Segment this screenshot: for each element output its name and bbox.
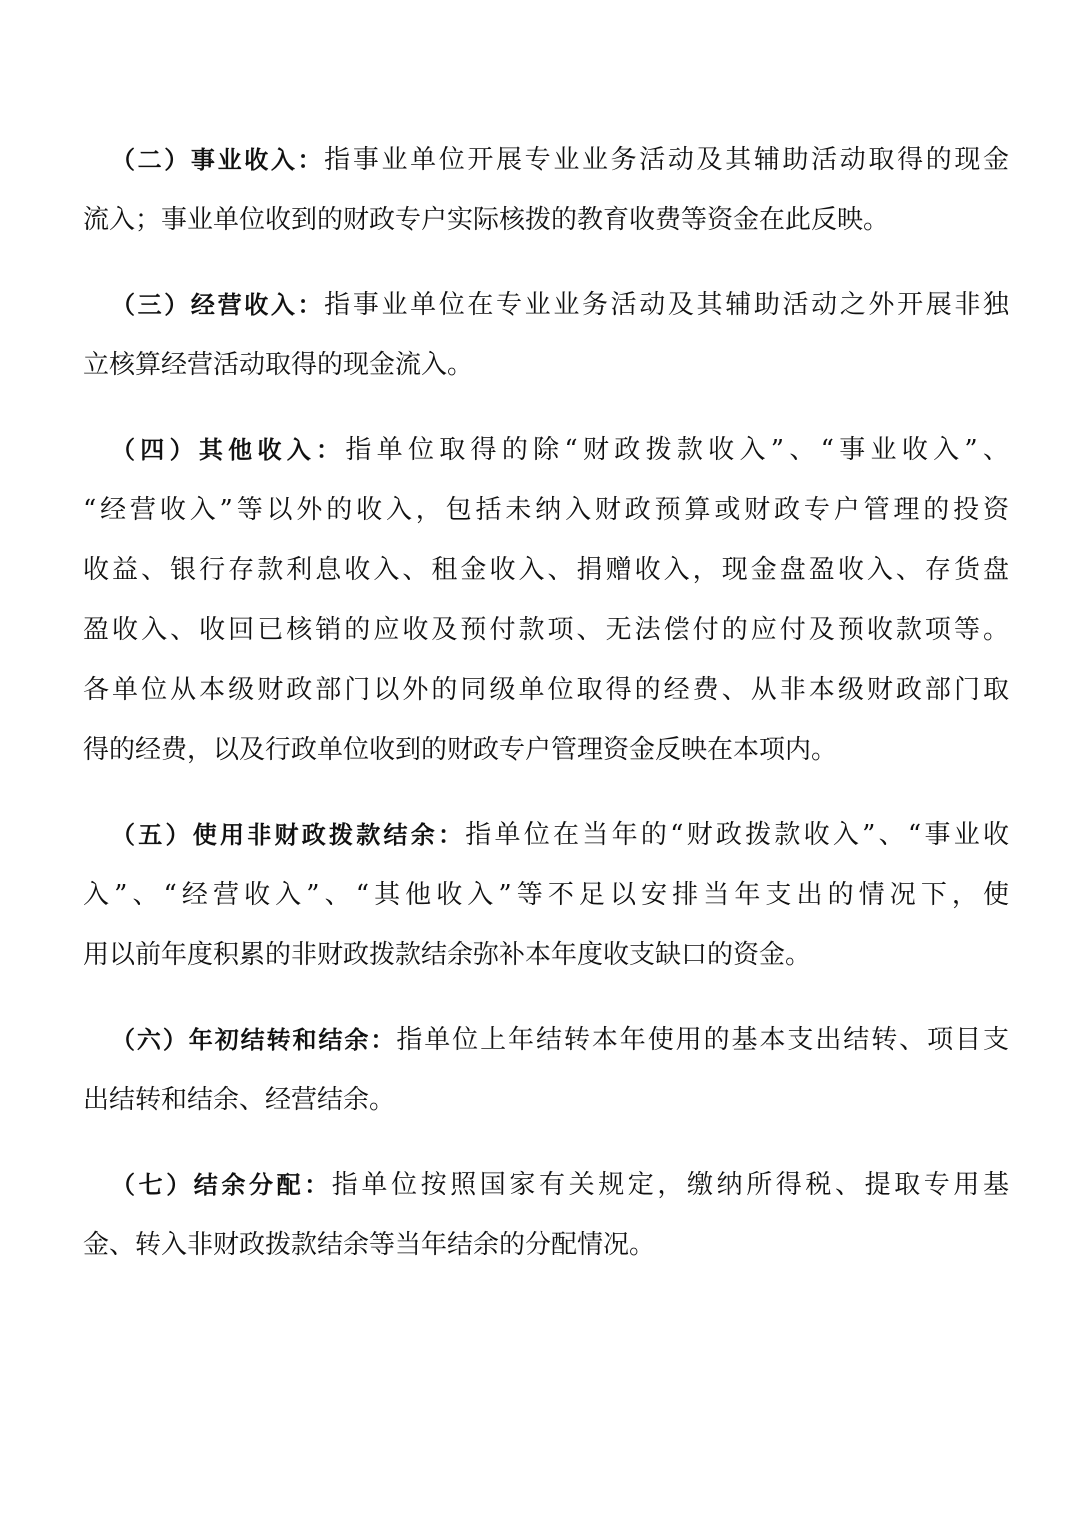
paragraph xyxy=(83,1163,1009,1283)
text-line xyxy=(83,428,1009,488)
paragraph xyxy=(83,138,1009,258)
paragraph-heading: （五）使用非财政拨款结余： xyxy=(111,821,466,849)
text-line xyxy=(83,873,1009,933)
text-line xyxy=(83,198,1009,258)
line-text: 收益、银行存款利息收入、租金收入、捐赠收入，现金盘盈收入、存货盘 xyxy=(83,555,1009,585)
paragraph xyxy=(83,1018,1009,1138)
document-body xyxy=(83,138,1009,1308)
line-text: 用以前年度积累的非财政拨款结余弥补本年度收支缺口的资金。 xyxy=(83,940,812,970)
text-line xyxy=(83,728,1009,788)
line-text: 金、转入非财政拨款结余等当年结余的分配情况。 xyxy=(83,1230,656,1260)
text-line xyxy=(83,283,1009,343)
text-line xyxy=(83,548,1009,608)
text-line xyxy=(83,668,1009,728)
line-text: 立核算经营活动取得的现金流入。 xyxy=(83,350,474,380)
text-line xyxy=(83,1018,1009,1078)
line-text: 各单位从本级财政部门以外的同级单位取得的经费、从非本级财政部门取 xyxy=(83,675,1009,705)
text-line xyxy=(83,608,1009,668)
paragraph-heading: （四）其他收入： xyxy=(111,436,346,464)
line-text: 指事业单位在专业业务活动及其辅助活动之外开展非独 xyxy=(324,290,1009,320)
paragraph-heading: （六）年初结转和结余： xyxy=(111,1026,397,1054)
line-text: 盈收入、收回已核销的应收及预付款项、无法偿付的应付及预收款项等。 xyxy=(83,615,1009,645)
line-text: 入”、“经营收入”、“其他收入”等不足以安排当年支出的情况下，使 xyxy=(83,880,1009,910)
text-line xyxy=(83,1163,1009,1223)
line-text: 指单位按照国家有关规定，缴纳所得税、提取专用基 xyxy=(331,1170,1009,1200)
text-line xyxy=(83,1078,1009,1138)
paragraph xyxy=(83,428,1009,788)
text-line xyxy=(83,488,1009,548)
paragraph xyxy=(83,283,1009,403)
line-text: 指单位取得的除“财政拨款收入”、“事业收入”、 xyxy=(345,435,1010,465)
text-line xyxy=(83,933,1009,993)
line-text: 出结转和结余、经营结余。 xyxy=(83,1085,396,1115)
line-text: “经营收入”等以外的收入，包括未纳入财政预算或财政专户管理的投资 xyxy=(83,495,1009,525)
line-text: 指事业单位开展专业业务活动及其辅助活动取得的现金 xyxy=(324,145,1009,175)
paragraph-heading: （三）经营收入： xyxy=(111,291,325,319)
paragraph-heading: （二）事业收入： xyxy=(111,146,325,174)
text-line xyxy=(83,138,1009,198)
text-line xyxy=(83,343,1009,403)
text-line xyxy=(83,813,1009,873)
line-text: 指单位在当年的“财政拨款收入”、“事业收 xyxy=(465,820,1009,850)
paragraph-heading: （七）结余分配： xyxy=(111,1171,332,1199)
line-text: 得的经费，以及行政单位收到的财政专户管理资金反映在本项内。 xyxy=(83,735,838,765)
paragraph xyxy=(83,813,1009,993)
text-line xyxy=(83,1223,1009,1283)
line-text: 指单位上年结转本年使用的基本支出结转、项目支 xyxy=(396,1025,1009,1055)
line-text: 流入；事业单位收到的财政专户实际核拨的教育收费等资金在此反映。 xyxy=(83,205,890,235)
